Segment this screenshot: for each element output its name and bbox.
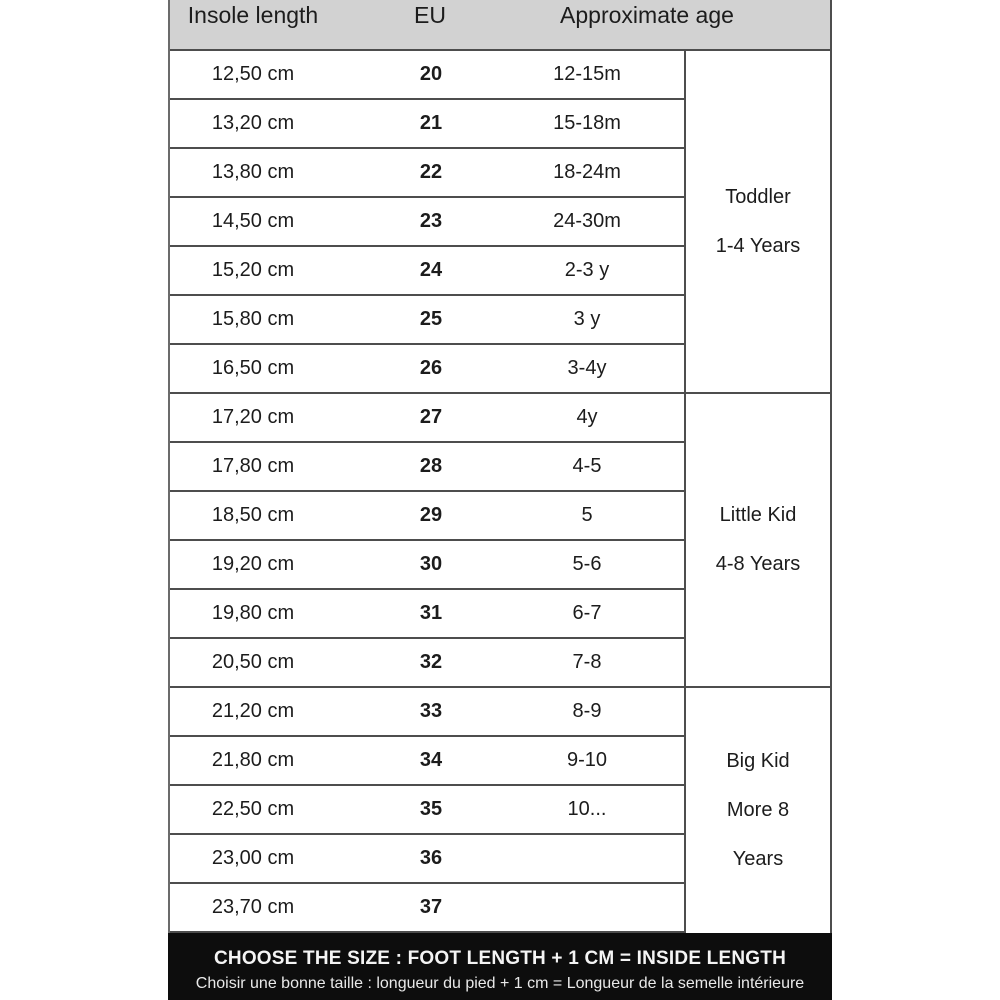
table-row — [170, 247, 684, 296]
age-group-label-line: 4-8 Years — [715, 553, 801, 575]
footer-title: CHOOSE THE SIZE : FOOT LENGTH + 1 CM = INSIDE LENGTH — [213, 948, 786, 969]
table-row — [170, 835, 684, 884]
eu-size-cell: 24 — [419, 259, 443, 281]
insole-length-cell: 16,50 cm — [211, 357, 295, 379]
approximate-age-cell: 2-3 y — [564, 259, 610, 281]
eu-size-cell: 37 — [419, 896, 443, 918]
age-group-label-line: Toddler — [725, 185, 791, 208]
insole-length-cell: 14,50 cm — [211, 210, 295, 232]
insole-length-cell: 19,80 cm — [211, 602, 295, 624]
eu-size-cell: 20 — [419, 63, 443, 85]
table-body-wrap — [170, 51, 830, 933]
eu-size-cell: 29 — [419, 504, 443, 526]
insole-length-cell: 23,70 cm — [211, 896, 295, 918]
table-row — [170, 786, 684, 835]
insole-length-cell: 15,20 cm — [211, 259, 295, 281]
age-group-label-line: 1-4 Years — [715, 234, 801, 257]
footer-subtitle: Choisir une bonne taille : longueur du pied + 1 cm = Longueur de la semelle intérieure — [195, 975, 805, 992]
age-group-toddler — [686, 51, 830, 394]
header-approximate-age: Approximate age — [560, 2, 734, 28]
header-insole-length: Insole length — [187, 2, 319, 28]
age-group-big-kid — [686, 688, 830, 933]
insole-length-cell: 17,20 cm — [211, 406, 295, 428]
eu-size-cell: 21 — [419, 112, 443, 134]
approximate-age-cell: 3 y — [573, 308, 601, 330]
eu-size-cell: 34 — [419, 749, 443, 771]
insole-length-cell: 21,80 cm — [211, 749, 295, 771]
table-row — [170, 443, 684, 492]
eu-size-cell: 30 — [419, 553, 443, 575]
approximate-age-cell: 4-5 — [572, 455, 602, 477]
eu-size-cell: 25 — [419, 308, 443, 330]
table-row — [170, 149, 684, 198]
size-table — [168, 0, 832, 933]
insole-length-cell: 22,50 cm — [211, 798, 295, 820]
approximate-age-cell: 12-15m — [553, 63, 621, 85]
insole-length-cell: 21,20 cm — [211, 700, 295, 722]
age-group-column — [686, 51, 830, 933]
insole-length-cell: 15,80 cm — [211, 308, 295, 330]
eu-size-cell: 28 — [419, 455, 443, 477]
header-eu: EU — [414, 2, 446, 28]
eu-size-cell: 26 — [419, 357, 443, 379]
age-group-label-line: Years — [732, 848, 784, 870]
table-row — [170, 688, 684, 737]
eu-size-cell: 27 — [419, 406, 443, 428]
table-row — [170, 884, 684, 933]
approximate-age-cell: 10... — [567, 798, 607, 820]
eu-size-cell: 23 — [419, 210, 443, 232]
eu-size-cell: 31 — [419, 602, 443, 624]
table-row — [170, 541, 684, 590]
approximate-age-cell: 24-30m — [553, 210, 621, 232]
approximate-age-cell: 5 — [581, 504, 593, 526]
eu-size-cell: 33 — [419, 700, 443, 722]
table-row — [170, 296, 684, 345]
eu-size-cell: 32 — [419, 651, 443, 673]
approximate-age-cell: 4y — [576, 406, 598, 428]
approximate-age-cell: 8-9 — [572, 700, 602, 722]
age-group-label-line: More 8 — [726, 799, 790, 821]
insole-length-cell: 23,00 cm — [211, 847, 295, 869]
approximate-age-cell: 5-6 — [572, 553, 602, 575]
table-body — [170, 51, 686, 933]
age-group-label-line: Little Kid — [719, 504, 797, 526]
table-row — [170, 51, 684, 100]
table-row — [170, 394, 684, 443]
insole-length-cell: 20,50 cm — [211, 651, 295, 673]
table-row — [170, 345, 684, 394]
approximate-age-cell: 9-10 — [566, 749, 608, 771]
insole-length-cell: 18,50 cm — [211, 504, 295, 526]
approximate-age-cell: 6-7 — [572, 602, 602, 624]
eu-size-cell: 22 — [419, 161, 443, 183]
age-group-little-kid — [686, 394, 830, 688]
table-row — [170, 737, 684, 786]
footer-banner — [168, 933, 832, 1000]
approximate-age-cell: 15-18m — [553, 112, 621, 134]
table-row — [170, 639, 684, 688]
insole-length-cell: 13,80 cm — [211, 161, 295, 183]
eu-size-cell: 35 — [419, 798, 443, 820]
table-row — [170, 100, 684, 149]
age-group-label-line: Big Kid — [726, 750, 790, 772]
approximate-age-cell: 7-8 — [572, 651, 602, 673]
approximate-age-cell: 3-4y — [567, 357, 607, 379]
insole-length-cell: 12,50 cm — [211, 63, 295, 85]
table-row — [170, 198, 684, 247]
insole-length-cell: 13,20 cm — [211, 112, 295, 134]
table-row — [170, 590, 684, 639]
insole-length-cell: 17,80 cm — [211, 455, 295, 477]
eu-size-cell: 36 — [419, 847, 443, 869]
approximate-age-cell: 18-24m — [553, 161, 621, 183]
table-row — [170, 492, 684, 541]
insole-length-cell: 19,20 cm — [211, 553, 295, 575]
table-header-row — [170, 0, 830, 51]
